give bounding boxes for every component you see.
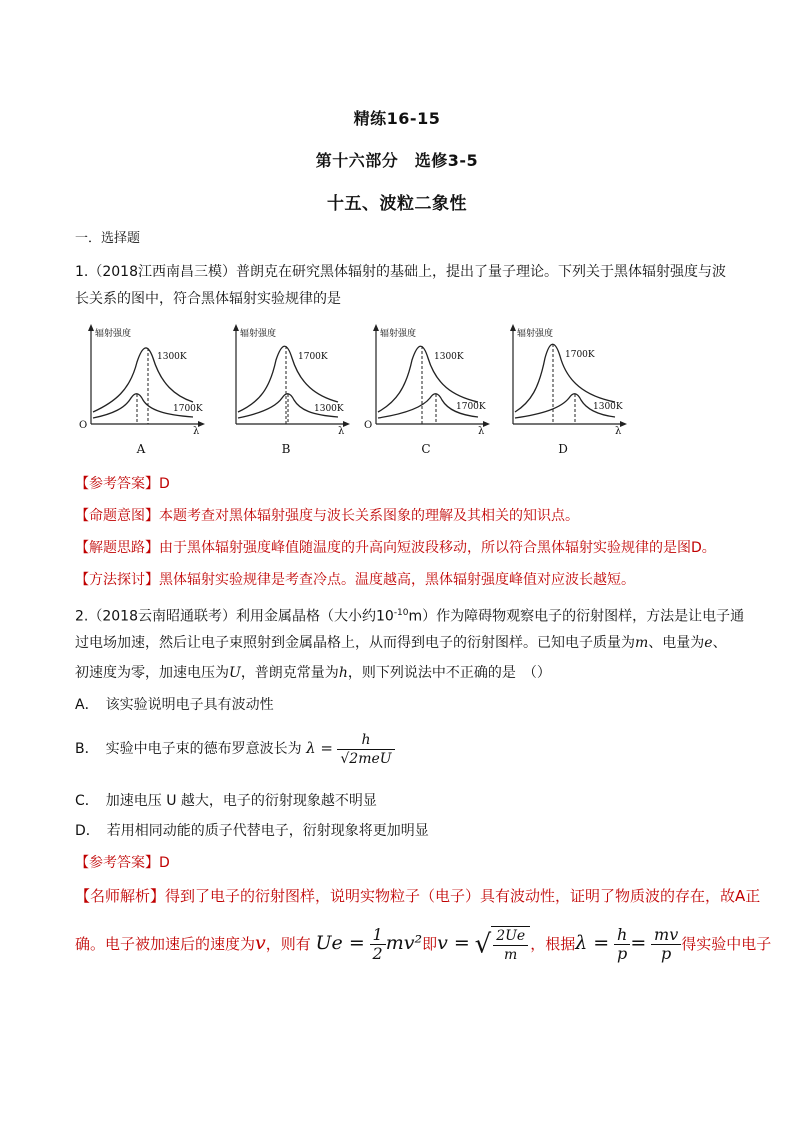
figure-d-label: D — [558, 442, 568, 456]
eq-mvp-den: p — [661, 944, 672, 963]
figure-d-high: 1700K — [565, 350, 595, 360]
eq-sqrt-num: 2Ue — [493, 927, 528, 946]
eq-half — [370, 926, 386, 963]
eq-hp-den: p — [617, 944, 628, 963]
figure-c-high: 1300K — [434, 352, 464, 362]
chapter-title: 十五、波粒二象性 — [327, 194, 467, 214]
q2-line3-b: ，普朗克常量为 — [240, 665, 339, 681]
figure-c-ylabel: 辐射强度 — [380, 329, 417, 339]
analysis-line2-a: 确。电子被加速后的速度为 — [75, 935, 256, 953]
figure-d-graph — [497, 322, 629, 442]
eq-sqrt-den: m — [504, 946, 518, 963]
q2-line1-b: m）作为障碍物观察电子的衍射图样，方法是让电子通 — [408, 608, 745, 625]
intent-text: 本题考查对黑体辐射强度与波长关系图象的理解及其相关的知识点。 — [159, 508, 579, 524]
figure-b-low: 1300K — [314, 404, 344, 414]
q2-stem-line1 — [75, 603, 744, 627]
q1-stem-line2: 长关系的图中，符合黑体辐射实验规律的是 — [75, 291, 341, 307]
figure-d-xaxis: λ — [615, 426, 622, 437]
eq-lambda: λ = — [575, 932, 610, 954]
figure-d-low: 1300K — [593, 402, 623, 412]
figure-c — [360, 322, 492, 462]
q2-answer — [75, 853, 170, 873]
eq-mvp — [651, 926, 681, 963]
solution-text: 由于黑体辐射强度峰值随温度的升高向短波段移动，所以符合黑体辐射实验规律的是图D。 — [159, 540, 716, 556]
figure-a-label: A — [136, 442, 146, 456]
figure-a-origin: O — [79, 420, 88, 431]
eq-sign: = — [630, 932, 647, 954]
figure-c-xaxis: λ — [478, 426, 485, 437]
figure-a-high: 1300K — [157, 352, 187, 362]
q2-answer-tag: 【参考答案】 — [75, 855, 159, 871]
eq-sqrt-frac — [491, 926, 530, 964]
analysis-tail: 得实验中电子 — [681, 935, 772, 953]
q1-stem-line1: 1.（2018江西南昌三模）普朗克在研究黑体辐射的基础上，提出了量子理论。下列关于黑体辐射强度与波 — [75, 264, 726, 280]
q2-line3-c: ，则下列说法中不正确的是 （） — [347, 665, 551, 681]
eq-ue: Ue = — [315, 932, 365, 954]
eq-mv2: mv² — [385, 932, 423, 954]
q2-option-c: C． 加速电压 U 越大，电子的衍射现象越不明显 — [75, 793, 377, 809]
q2-line2-b: 、电量为 — [648, 635, 705, 651]
figure-a-graph — [75, 322, 207, 442]
eq-half-num: 1 — [370, 926, 386, 945]
q2-line2-a: 过电场加速，然后让电子束照射到金属晶格上，从而得到电子的衍射图样。已知电子质量为 — [75, 635, 635, 651]
analysis-line2-b: ，则有 — [265, 935, 311, 953]
part-title: 第十六部分 选修3-5 — [315, 151, 479, 170]
figure-c-low: 1700K — [456, 402, 486, 412]
q1-method — [75, 570, 635, 590]
q2-answer-value: D — [159, 855, 170, 871]
q2-option-b-fraction — [337, 731, 394, 768]
q1-intent — [75, 506, 579, 526]
eq-v: v = — [437, 932, 470, 954]
figure-a-xaxis: λ — [193, 426, 200, 437]
q2-line3-a: 初速度为零，加速电压为 — [75, 665, 229, 681]
figure-b-high: 1700K — [298, 352, 328, 362]
figure-c-label: C — [421, 442, 431, 456]
var-e: e — [704, 635, 713, 651]
figure-b — [220, 322, 352, 462]
eq-half-den: 2 — [372, 944, 383, 963]
method-text: 黑体辐射实验规律是考查冷点。温度越高，黑体辐射强度峰值对应波长越短。 — [159, 572, 635, 588]
q2-line1-exp: -10 — [393, 608, 409, 618]
figure-c-graph — [360, 322, 492, 442]
q1-answer — [75, 474, 170, 494]
q2-line2-c: 、 — [712, 635, 727, 651]
figure-a — [75, 322, 207, 462]
q2-line1-a: 2.（2018云南昭通联考）利用金属晶格（大小约10 — [75, 608, 394, 625]
q2-stem-line3 — [75, 663, 551, 683]
page-title: 精练16-15 — [353, 109, 441, 128]
intent-tag: 【命题意图】 — [75, 508, 159, 524]
q2-analysis-line2 — [75, 918, 771, 970]
answer-value: D — [159, 476, 170, 492]
var-h: h — [338, 665, 348, 681]
q2-option-b — [75, 728, 395, 769]
sqrt-icon: √ — [474, 929, 492, 960]
q2-option-b-num: h — [337, 731, 394, 750]
solution-tag: 【解题思路】 — [75, 540, 159, 556]
q2-option-a: A． 该实验说明电子具有波动性 — [75, 697, 274, 713]
q1-solution — [75, 538, 716, 558]
figure-d — [497, 322, 629, 462]
analysis-v: v — [255, 932, 266, 954]
var-U: U — [229, 665, 241, 681]
figure-a-ylabel: 辐射强度 — [95, 329, 132, 339]
q2-option-d: D． 若用相同动能的质子代替电子，衍射现象将更加明显 — [75, 823, 429, 839]
answer-tag: 【参考答案】 — [75, 476, 159, 492]
figure-b-xaxis: λ — [338, 426, 345, 437]
q2-analysis-line1 — [75, 886, 760, 906]
method-tag: 【方法探讨】 — [75, 572, 159, 588]
analysis-ji: 即 — [422, 935, 438, 953]
eq-mvp-num: mv — [651, 926, 681, 945]
q2-stem-line2 — [75, 633, 727, 653]
figure-b-ylabel: 辐射强度 — [240, 329, 277, 339]
figure-b-graph — [220, 322, 352, 442]
q2-option-b-den: √2meU — [340, 750, 392, 767]
section-label: 一．选择题 — [75, 231, 141, 246]
analysis-line1-text: 得到了电子的衍射图样，说明实物粒子（电子）具有波动性，证明了物质波的存在，故A正 — [165, 887, 761, 905]
eq-hp — [614, 926, 630, 963]
eq-hp-num: h — [614, 926, 630, 945]
q2-option-b-lambda: λ = — [306, 739, 333, 757]
figure-b-label: B — [281, 442, 291, 456]
figure-d-ylabel: 辐射强度 — [517, 329, 554, 339]
analysis-tag: 【名师解析】 — [75, 887, 166, 905]
q2-option-b-text: B． 实验中电子束的德布罗意波长为 — [75, 741, 302, 757]
figure-a-low: 1700K — [173, 404, 203, 414]
var-m: m — [635, 635, 649, 651]
q1-figures — [75, 322, 635, 462]
figure-c-origin: O — [364, 420, 373, 431]
analysis-genju: ，根据 — [530, 935, 576, 953]
